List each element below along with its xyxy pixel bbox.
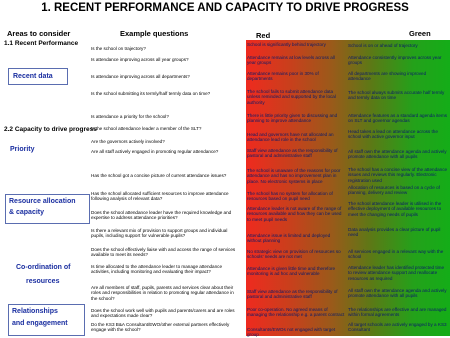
category-resource-line1: Resource allocation: [9, 198, 76, 205]
green-criterion: Attendance leader has identified protected time to review attendance support and reallocate resources as required: [348, 265, 445, 281]
category-coordination-line2: resources: [26, 278, 60, 285]
red-criterion: No strategic view on provision of resources so schools' needs are not met: [247, 249, 341, 260]
green-criterion: Attendance consistently improves across year groups: [348, 55, 442, 66]
question-item: Has the school got a concise picture of current attendance issues?: [91, 173, 227, 178]
category-relationships-line1: Relationships: [12, 308, 58, 315]
category-recent-data: Recent data: [8, 68, 68, 85]
question-item: Is time allocated to the attendance leader to manage attendance activities, including monitoring and evaluating their impact?: [91, 264, 223, 275]
green-criterion: The school always submits accurate half termly and termly data on time: [348, 90, 445, 101]
category-relationships: [8, 304, 85, 336]
category-priority: Priority: [10, 146, 35, 153]
red-criterion: The school is unaware of the reasons for poor attendance and has no improvement plan in place. No electronic systems in place: [247, 168, 341, 184]
header-questions: Example questions: [120, 29, 189, 38]
category-relationships-line2: and engagement: [12, 320, 68, 327]
header-red: Red: [256, 31, 271, 40]
green-criterion: Head takes a lead on attendance across the school with active governor input: [348, 129, 438, 140]
question-item: Is attendance improving across all departments?: [91, 74, 190, 79]
red-criterion: Attendance remains poor in 30% of departments: [247, 71, 319, 82]
page-title: 1. RECENT PERFORMANCE AND CAPACITY TO DRIVE PROGRESS: [41, 2, 409, 14]
red-criterion: Poor co-operation. No agreed means of managing the relationship e.g. a parent contract: [247, 307, 345, 318]
question-item: Are the governors actively involved?: [91, 139, 165, 144]
question-item: Does the school work well with pupils and parents/carers and are roles and expectations made clear?: [91, 308, 235, 319]
green-criterion: Attendance features as a standard agenda items on SLT and governor agendas: [348, 113, 448, 124]
red-criterion: Attendance issue is limited and deployed without planning: [247, 233, 331, 244]
section-recent-performance: 1.1 Recent Performance: [4, 40, 79, 47]
red-criterion: Attendance remains at low levels across all year groups: [247, 55, 335, 66]
red-criterion: School is significantly behind trajectory: [247, 42, 326, 47]
question-item: Is the school on trajectory?: [91, 46, 146, 51]
header-green: Green: [409, 29, 431, 38]
question-item: Is the school attendance leader a member of the SLT?: [91, 126, 202, 131]
question-item: Is there a relevant mix of provision to support groups and individual pupils, including support for vulnerable pupils?: [91, 228, 228, 239]
question-item: Has the school allocated sufficient resources to improve attendance following analysis of relevant data?: [91, 191, 229, 202]
red-criterion: Head and governors have not allocated an attendance lead role in the school: [247, 132, 334, 143]
category-coordination-line1: Co-ordination of: [16, 264, 71, 271]
green-criterion: All staff own the attendance agenda and actively promote attendance with all pupils: [348, 288, 447, 299]
green-criterion: The school has a concise view of the attendance issues and reviews this regularly. Electronic registration used: [348, 167, 448, 183]
green-criterion: All services engaged in a relevant way with the school: [348, 249, 444, 260]
question-item: Do the KS3 B&A Consultant/EWO/other external partners effectively engage with the school?: [91, 322, 230, 333]
question-item: Does the school effectively liaise with and access the range of services available to meet its needs?: [91, 247, 236, 258]
red-criterion: Consultants/EWOs not engaged with target group: [247, 327, 336, 338]
green-criterion: School is on or ahead of trajectory: [348, 43, 418, 48]
category-resource-line2: & capacity: [9, 209, 45, 216]
question-item: Is the school submitting its termly/half termly data on time?: [91, 91, 211, 96]
section-capacity: 2.2 Capacity to drive progress: [4, 126, 97, 133]
red-criterion: Attendance leader is not aware of the range of resources available and how they can be used to meet pupil needs: [247, 206, 342, 222]
red-criterion: The school fails to submit attendance data unless reminded and supported by the local authority: [247, 89, 336, 105]
question-item: Is attendance improving across all year groups?: [91, 57, 189, 62]
green-criterion: All target schools are actively engaged by a KS3 Consultant: [348, 322, 447, 333]
green-criterion: The relationships are effective and are managed within formal agreements: [348, 307, 447, 318]
question-item: Is attendance a priority for the school?: [91, 114, 169, 119]
category-resource-allocation: [5, 194, 90, 224]
green-criterion: All staff own the attendance agenda and actively promote attendance with all pupils: [348, 149, 447, 160]
question-item: Are all members of staff, pupils, parents and services clear about their roles and responsibilities in relation to promoting regular attendance in the school?: [91, 285, 234, 301]
red-criterion: Staff view attendance as the responsibility of pastoral and administrative staff: [247, 289, 338, 300]
question-item: Does the school attendance leader have the required knowledge and expertise to address attendance priorities?: [91, 210, 232, 221]
question-item: Are all staff actively engaged in promoting regular attendance?: [91, 149, 219, 154]
green-criterion: Allocation of resources is based on a cycle of planning, delivery and review: [348, 185, 440, 196]
red-criterion: There is little priority given to discussing and planning to improve attendance: [247, 113, 338, 124]
green-criterion: Data analysis provides a clear picture of pupil need: [348, 227, 441, 238]
red-criterion: Attendance is given little time and therefore monitoring is ad hoc and vulnerable: [247, 266, 336, 277]
green-criterion: The school attendance leader is utilised in the effective deployment of available resources to meet the changing needs of pupils: [348, 201, 442, 217]
red-criterion: Staff view attendance as the responsibility of pastoral and administrative staff: [247, 148, 338, 159]
header-areas: Areas to consider: [7, 29, 71, 38]
red-criterion: The school has no system for allocation of resources based on pupil need: [247, 191, 333, 202]
green-criterion: All departments are showing improved attendance: [348, 71, 427, 82]
